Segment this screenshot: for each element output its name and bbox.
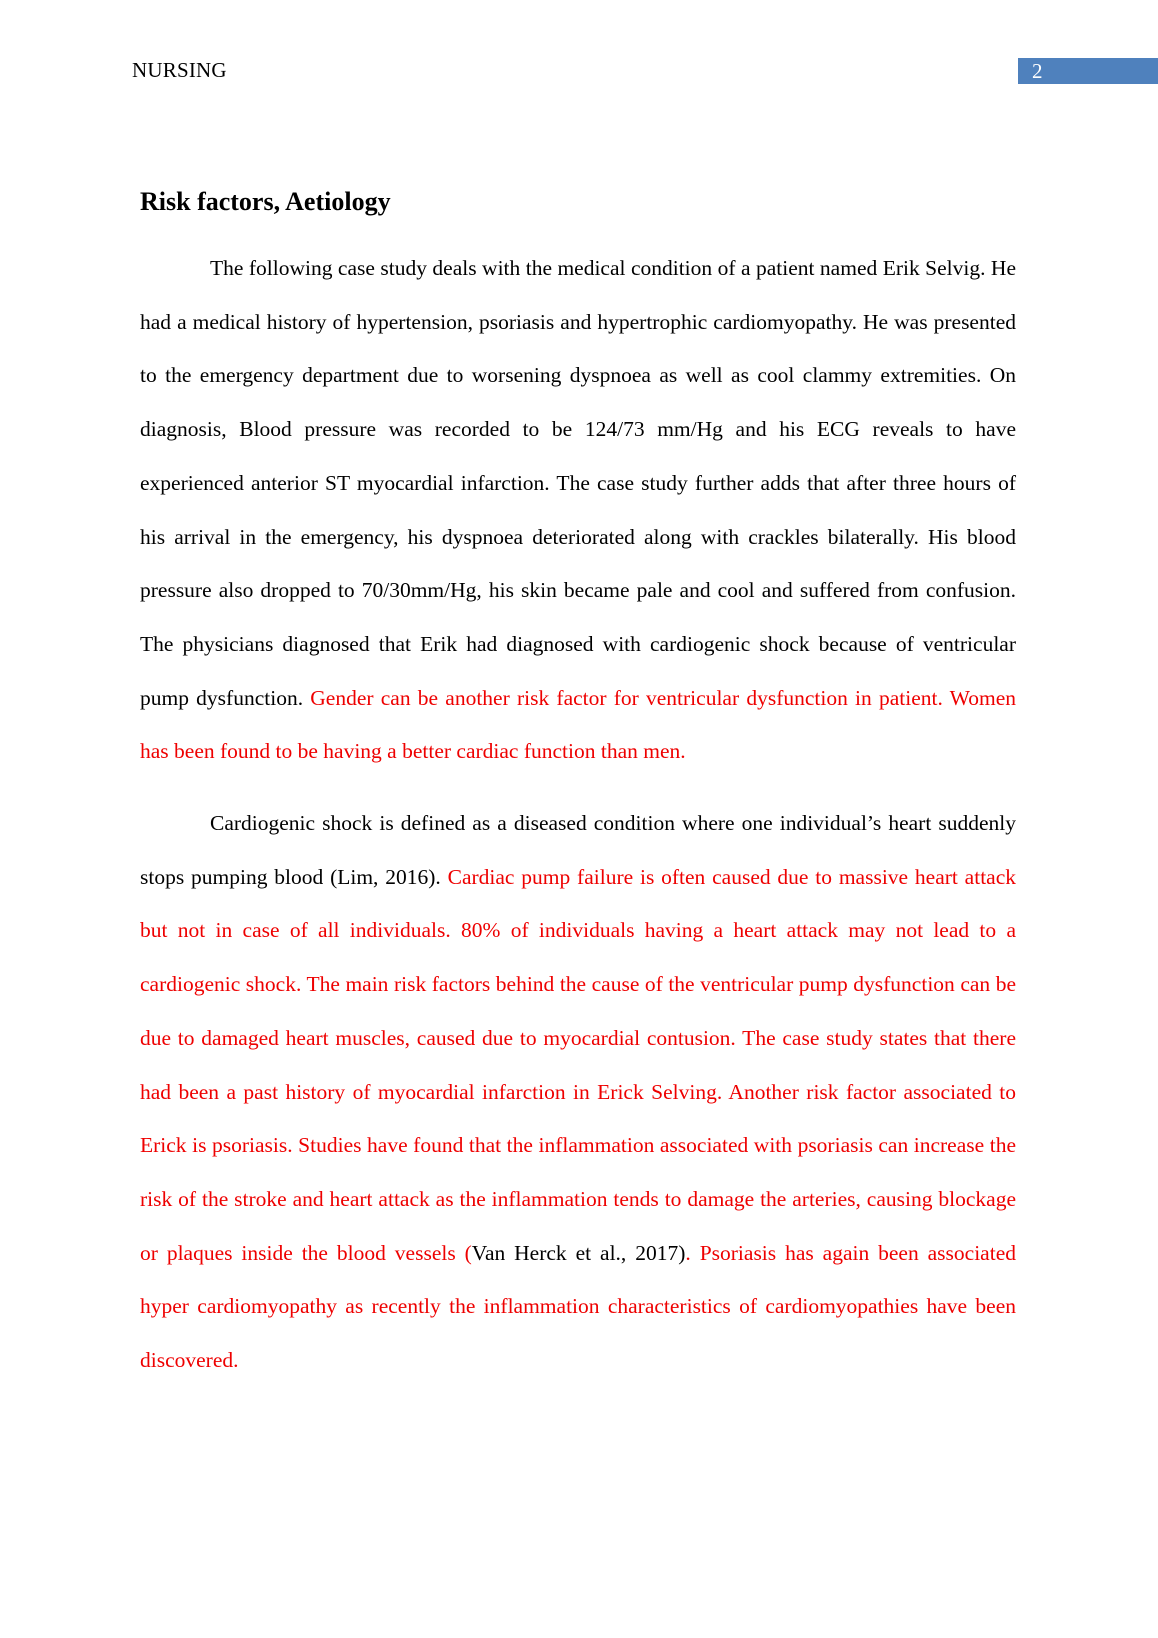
paragraph-case-study <box>140 242 1016 779</box>
page-number: 2 <box>1032 59 1043 83</box>
paragraph-1-highlighted-text: Gender can be another risk factor for ventricular dysfunction in patient. Women has been found to be having a better cardiac function than men. <box>140 685 1016 764</box>
paragraph-cardiogenic-shock <box>140 797 1016 1388</box>
paragraph-1-text: The following case study deals with the medical condition of a patient named Erik Selvig. He had a medical history of hypertension, psoriasis and hypertrophic cardiomyopathy. He was presented to the emergency department due to worsening dyspnoea as well as cool clammy extremities. On diagnosis, Blood pressure was recorded to be 124/73 mm/Hg and his ECG reveals to have experienced anterior ST myocardial infarction. The case study further adds that after three hours of his arrival in the emergency, his dyspnoea deteriorated along with crackles bilaterally. His blood pressure also dropped to 70/30mm/Hg, his skin became pale and cool and suffered from confusion. The physicians diagnosed that Erik had diagnosed with cardiogenic shock because of ventricular pump dysfunction. <box>140 256 1016 710</box>
document-body <box>140 184 1016 1388</box>
paragraph-2-highlighted-text: Cardiac pump failure is often caused due to massive heart attack but not in case of all individuals. 80% of individuals having a heart attack may not lead to a cardiogenic shock. The main risk factors behind the cause of the ventricular pump dysfunction can be due to damaged heart muscles, caused due to myocardial contusion. The case study states that there had been a past history of myocardial infarction in Erick Selving. Another risk factor associated to Erick is psoriasis. Studies have found that the inflammation associated with psoriasis can increase the risk of the stroke and heart attack as the inflammation tends to damage the arteries, causing blockage or plaques inside the blood vessels ( <box>140 864 1017 1265</box>
page-number-bar <box>1018 58 1158 84</box>
paragraph-2-highlighted-text-end: . Psoriasis has again been associated hyper cardiomyopathy as recently the inflammation characteristics of cardiomyopathies have been discovered. <box>140 1240 1016 1373</box>
section-heading: Risk factors, Aetiology <box>140 187 391 216</box>
running-head: NURSING <box>132 58 227 82</box>
paragraph-2-citation: Van Herck et al., 2017) <box>471 1240 686 1265</box>
paragraph-2-text: Cardiogenic shock is defined as a diseased condition where one individual’s heart suddenly stops pumping blood (Lim, 2016). <box>140 811 1016 889</box>
